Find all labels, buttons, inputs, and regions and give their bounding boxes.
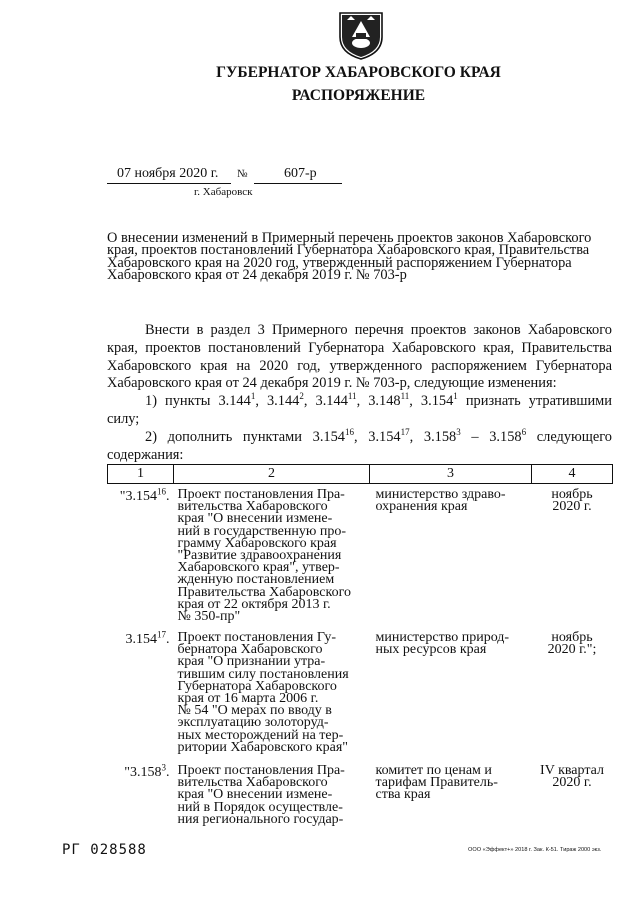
document-date: 07 ноября 2020 г. [117, 166, 219, 181]
form-serial-number: РГ 028588 [62, 842, 147, 858]
table-row [108, 484, 613, 633]
body-item-2: 2) дополнить пунктами 3.154$^{16}$, 3.154$^{17}$, 3.158$^3$ – 3.158$^6$ следующего содержания: [107, 426, 613, 463]
document-type-heading: РАСПОРЯЖЕНИЕ [291, 87, 426, 104]
table-header-cell: 2 [174, 465, 370, 484]
item-number: 3.154$^{17}$. [125, 629, 170, 647]
body-item-1: 1) пункты 3.144$^1$, 3.144$^2$, 3.144$^{11}$, 3.148$^{11}$, 3.154$^1$ признать утратившими силу; [107, 391, 612, 427]
title-line: Хабаровского края от 24 декабря 2019 г. № 703-р [107, 267, 407, 284]
item-responsible: министерство природ- ных ресурсов края [375, 630, 510, 658]
table-row [108, 765, 613, 845]
item-term: ноябрь 2020 г. [551, 487, 593, 515]
table-header-row [108, 465, 613, 484]
document-title [107, 232, 612, 282]
body-paragraph: Внести в раздел 3 Примерного перечня проектов законов Хабаровского края, проектов постановлений Губернатора Хабаровского края, Правительства Хабаровского края на 2020 год, утвержденного распоряжением Губернатора Хабаровского края от 24 декабря 2019 г. № 703-р, следующие изменения: [107, 322, 612, 392]
print-info: ООО «Эффект+» 2018 г. Зак. К-51. Тираж 2000 экз. [468, 847, 602, 853]
document-body [107, 322, 612, 464]
item-description: Проект постановления Пра- вительства Хабаровского края "О внесении измене- ний в Порядок осуществле- ния регионального государ- [177, 763, 345, 827]
item-responsible: министерство здраво- охранения края [375, 487, 506, 515]
date-underline [107, 183, 231, 184]
city-label: г. Хабаровск [194, 186, 253, 198]
item-description: Проект постановления Пра- вительства Хабаровского края "О внесении измене- ний в государственную про- грамму Хабаровского края "Развитие здравоохранения Хабаровского края", утвер- жденную постановлением Правительства Хабаровского края от 22 октября 2013 г. № 350-пр" [177, 487, 351, 625]
table-row [108, 632, 613, 765]
table-header-cell: 1 [108, 465, 174, 484]
item-term: IV квартал 2020 г. [540, 763, 604, 791]
number-label: № [237, 168, 248, 180]
item-number: "3.154$^{16}$. [119, 486, 170, 504]
amendments-table [107, 464, 613, 845]
item-responsible: комитет по ценам и тарифам Правитель- ства края [375, 763, 498, 803]
title-line: О внесении изменений в Примерный перечень проектов законов Хабаровского [107, 230, 592, 246]
table-header-cell: 3 [370, 465, 532, 484]
document-number: 607-р [284, 166, 317, 181]
title-line: края, проектов постановлений Губернатора Хабаровского края, Правительства [107, 242, 590, 259]
date-number-line [107, 166, 347, 186]
item-number: "3.158$^3$. [124, 762, 170, 780]
number-underline [254, 183, 342, 184]
title-line: Хабаровского края на 2020 год, утвержденный распоряжением Губернатора [107, 254, 572, 271]
item-description: Проект постановления Гу- бернатора Хабаровского края "О признании утра- тившим силу постановления Губернатора Хабаровского края от 16 марта 2006 г. № 54 "О мерах по вводу в эксплуатацию золоторуд- ных месторождений на тер- ритории Хабаровского края" [177, 630, 349, 755]
table-header-cell: 4 [532, 465, 613, 484]
authority-heading: ГУБЕРНАТОР ХАБАРОВСКОГО КРАЯ [216, 64, 501, 81]
item-term: ноябрь 2020 г."; [547, 630, 597, 658]
coat-of-arms-icon [336, 7, 386, 61]
